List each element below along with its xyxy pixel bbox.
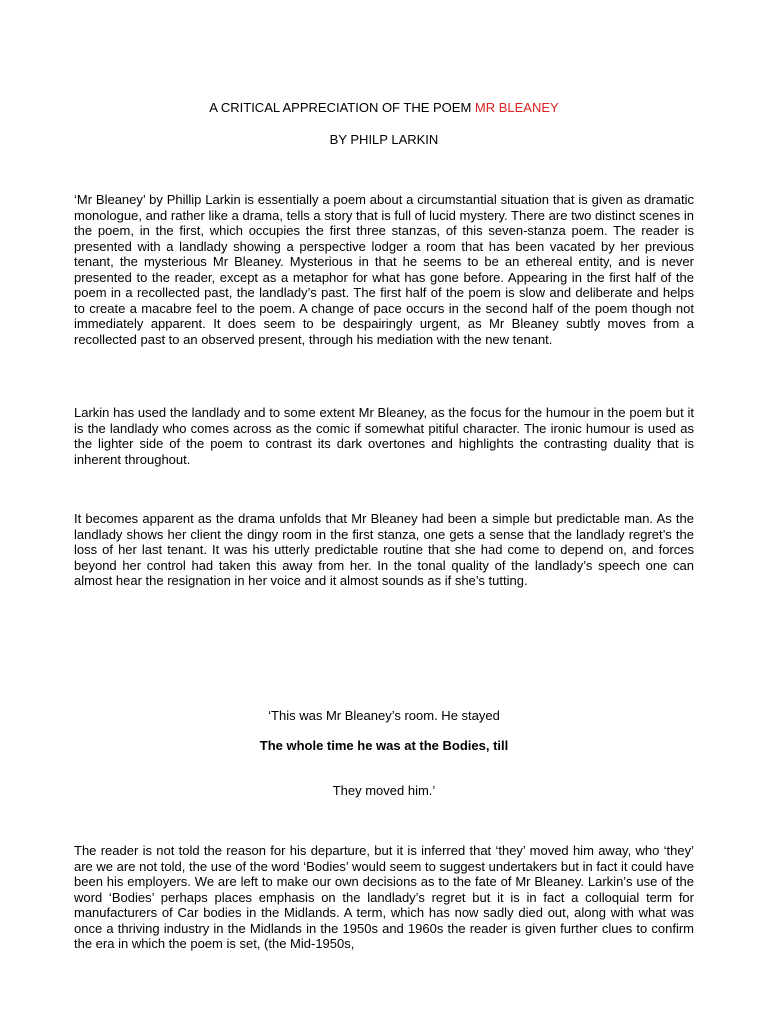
title-prefix: A CRITICAL APPRECIATION OF THE POEM bbox=[209, 100, 475, 115]
title-accent: MR BLEANEY bbox=[474, 100, 559, 115]
quote-line-1: ‘This was Mr Bleaney’s room. He stayed bbox=[268, 708, 500, 723]
paragraph-3: It becomes apparent as the drama unfolds that Mr Bleaney had been a simple but predictable man. As the landlady shows her client the dingy room in the first stanza, one gets a sense that the landlady regret’s the loss of her last tenant. It was his utterly predictable routine that she had come to depend on, and forces beyond her control had taken this away from her. In the tonal quality of the landlady’s speech one can almost hear the resignation in her voice and it almost sounds as if she’s tutting. bbox=[74, 511, 694, 588]
quote-line-3: They moved him.’ bbox=[332, 783, 436, 798]
paragraph-1: ‘Mr Bleaney’ by Phillip Larkin is essentially a poem about a circumstantial situation that is given as dramatic monologue, and rather like a drama, tells a story that is full of lucid mystery. There are two distinct scenes in the poem, in the first, which occupies the first three stanzas, of this seven-stanza poem. The reader is presented with a landlady showing a perspective lodger a room that has been vacated by her previous tenant, the mysterious Mr Bleaney. Mysterious in that he seems to be an ethereal entity, and is never presented to the reader, except as a metaphor for what has gone before. Appearing in the first half of the poem in a recollected past, the landlady’s past. The first half of the poem is slow and deliberate and helps to create a macabre feel to the poem. A change of pace occurs in the second half of the poem though not immediately apparent. It does seem to be despairingly urgent, as Mr Bleaney subtly moves from a recollected past to an observed present, through his mediation with the new tenant. bbox=[74, 192, 694, 347]
document-byline: BY PHILP LARKIN bbox=[329, 132, 439, 147]
paragraph-2: Larkin has used the landlady and to some extent Mr Bleaney, as the focus for the humour in the poem but it is the landlady who comes across as the comic if somewhat pitiful character. The ironic humour is used as the lighter side of the poem to contrast its dark overtones and highlights the contrasting duality that is inherent throughout. bbox=[74, 405, 694, 467]
paragraph-4: The reader is not told the reason for his departure, but it is inferred that ‘they’ moved him away, who ‘they’ are we are not told, the use of the word ‘Bodies’ would seem to suggest undertakers but in fact it could have been his employers. We are left to make our own decisions as to the fate of Mr Bleaney. Larkin’s use of the word ‘Bodies’ perhaps places emphasis on the landlady’s regret but it is in fact a colloquial term for manufacturers of Car bodies in the Midlands. A term, which has now sadly died out, along with what was once a thriving industry in the Midlands in the 1950s and 1960s the reader is given further clues to confirm the era in which the poem is set, (the Mid-1950s, bbox=[74, 843, 694, 951]
quote-line-2: The whole time he was at the Bodies, till bbox=[259, 738, 509, 753]
document-title bbox=[0, 100, 768, 116]
